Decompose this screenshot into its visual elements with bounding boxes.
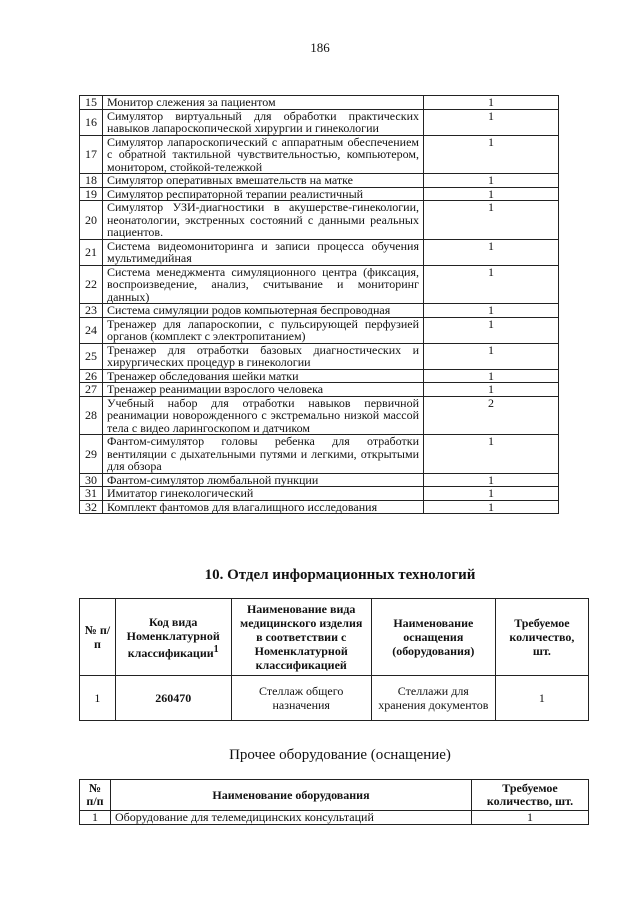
cell-qty: 1 xyxy=(424,369,559,383)
cell-qty: 1 xyxy=(424,187,559,201)
header-qty: Требуемое количество, шт. xyxy=(495,599,588,676)
cell-name: Симулятор УЗИ-диагностики в акушерстве-гинекологии, неонатологии, экстренных состояний с данными реальных пациентов. xyxy=(103,201,424,240)
header-device: Наименование вида медицинского изделия в соответствии с Номенклатурной классификацией xyxy=(231,599,371,676)
cell-qty: 1 xyxy=(424,383,559,397)
cell-qty: 1 xyxy=(424,96,559,110)
cell-name: Система менеджмента симуляционного центра (фиксация, воспроизведение, анализ, считывание и мониторинг данных) xyxy=(103,265,424,304)
cell-name: Симулятор респираторной терапии реалистичный xyxy=(103,187,424,201)
cell-num: 22 xyxy=(80,265,103,304)
cell-num: 20 xyxy=(80,201,103,240)
header-code-text: Код вида Номенклатурной классификации xyxy=(126,614,220,660)
table-row xyxy=(80,487,559,501)
cell-num: 1 xyxy=(80,811,111,825)
cell-num: 26 xyxy=(80,369,103,383)
cell-num: 29 xyxy=(80,435,103,474)
cell-num: 16 xyxy=(80,109,103,135)
cell-num: 17 xyxy=(80,135,103,174)
table-row xyxy=(80,174,559,188)
cell-name: Имитатор гинекологический xyxy=(103,487,424,501)
cell-name: Система видеомониторинга и записи процесса обучения мультимедийная xyxy=(103,239,424,265)
table-row xyxy=(80,201,559,240)
cell-name: Тренажер для отработки базовых диагностических и хирургических процедур в гинекологии xyxy=(103,343,424,369)
table-row xyxy=(80,369,559,383)
header-num: № п/п xyxy=(80,599,116,676)
table-row xyxy=(80,265,559,304)
footnote-marker: 1 xyxy=(213,643,219,655)
equipment-table xyxy=(79,95,559,514)
cell-qty: 1 xyxy=(424,109,559,135)
cell-name: Фантом-симулятор люмбальной пункции xyxy=(103,473,424,487)
cell-qty: 1 xyxy=(424,317,559,343)
cell-name: Тренажер обследования шейки матки xyxy=(103,369,424,383)
other-equipment-table xyxy=(79,779,589,825)
cell-name: Тренажер для лапароскопии, с пульсирующей перфузией органов (комплект с электропитанием) xyxy=(103,317,424,343)
header-num: № п/п xyxy=(80,780,111,811)
cell-name: Оборудование для телемедицинских консультаций xyxy=(111,811,472,825)
table-header-row xyxy=(80,599,589,676)
table-row xyxy=(80,383,559,397)
it-department-table xyxy=(79,598,589,721)
table-row xyxy=(80,135,559,174)
cell-code: 260470 xyxy=(115,676,231,721)
cell-name: Симулятор лапароскопический с аппаратным обеспечением с обратной тактильной чувствительностью, компьютером, монитором, стойкой-тележкой xyxy=(103,135,424,174)
cell-num: 30 xyxy=(80,473,103,487)
table-row xyxy=(80,343,559,369)
cell-num: 24 xyxy=(80,317,103,343)
table-row xyxy=(80,109,559,135)
equipment-table-body xyxy=(80,96,559,514)
table-row xyxy=(80,811,589,825)
table-row xyxy=(80,96,559,110)
cell-qty: 1 xyxy=(424,239,559,265)
cell-name: Система симуляции родов компьютерная беспроводная xyxy=(103,304,424,318)
table-header-row xyxy=(80,780,589,811)
cell-qty: 1 xyxy=(424,500,559,514)
cell-equipment: Стеллажи для хранения документов xyxy=(371,676,495,721)
cell-qty: 2 xyxy=(424,396,559,435)
header-code xyxy=(115,599,231,676)
header-name: Наименование оборудования xyxy=(111,780,472,811)
cell-qty: 1 xyxy=(424,343,559,369)
cell-name: Фантом-симулятор головы ребенка для отработки вентиляции с дыхательными путями и легкими, открытыми для обзора xyxy=(103,435,424,474)
page-number: 186 xyxy=(310,40,330,55)
table-row xyxy=(80,473,559,487)
table-row xyxy=(80,396,559,435)
table-row xyxy=(80,500,559,514)
cell-name: Монитор слежения за пациентом xyxy=(103,96,424,110)
cell-num: 31 xyxy=(80,487,103,501)
cell-name: Симулятор виртуальный для обработки практических навыков лапароскопической хирургии и гинекологии xyxy=(103,109,424,135)
cell-name: Тренажер реанимации взрослого человека xyxy=(103,383,424,397)
cell-qty: 1 xyxy=(424,265,559,304)
cell-num: 19 xyxy=(80,187,103,201)
table-row xyxy=(80,676,589,721)
cell-num: 27 xyxy=(80,383,103,397)
cell-qty: 1 xyxy=(424,487,559,501)
header-qty: Требуемое количество, шт. xyxy=(472,780,589,811)
header-equipment: Наименование оснащения (оборудования) xyxy=(371,599,495,676)
cell-num: 32 xyxy=(80,500,103,514)
cell-name: Симулятор оперативных вмешательств на матке xyxy=(103,174,424,188)
table-row xyxy=(80,304,559,318)
cell-name: Комплект фантомов для влагалищного исследования xyxy=(103,500,424,514)
cell-qty: 1 xyxy=(424,201,559,240)
cell-device: Стеллаж общего назначения xyxy=(231,676,371,721)
cell-num: 18 xyxy=(80,174,103,188)
cell-name: Учебный набор для отработки навыков первичной реанимации новорожденного с экстремально низкой массой тела с видео ларингоскопом и датчиком xyxy=(103,396,424,435)
cell-qty: 1 xyxy=(472,811,589,825)
cell-num: 28 xyxy=(80,396,103,435)
cell-qty: 1 xyxy=(424,174,559,188)
cell-qty: 1 xyxy=(424,435,559,474)
cell-qty: 1 xyxy=(424,304,559,318)
cell-num: 1 xyxy=(80,676,116,721)
cell-num: 15 xyxy=(80,96,103,110)
table-row xyxy=(80,435,559,474)
cell-num: 23 xyxy=(80,304,103,318)
cell-num: 21 xyxy=(80,239,103,265)
table-row xyxy=(80,317,559,343)
cell-qty: 1 xyxy=(424,135,559,174)
cell-qty: 1 xyxy=(424,473,559,487)
table-row xyxy=(80,239,559,265)
table-row xyxy=(80,187,559,201)
cell-num: 25 xyxy=(80,343,103,369)
section-title: 10. Отдел информационных технологий xyxy=(204,567,476,583)
other-equipment-title: Прочее оборудование (оснащение) xyxy=(229,747,451,763)
cell-qty: 1 xyxy=(495,676,588,721)
